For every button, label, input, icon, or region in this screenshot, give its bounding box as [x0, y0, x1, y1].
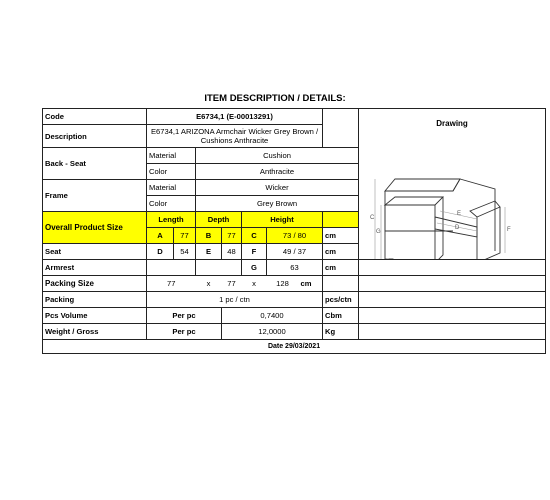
drawing-continuation: [359, 260, 546, 276]
armrest-label: Armrest: [43, 260, 147, 276]
pcs-volume-right: [359, 308, 546, 324]
description-label: Description: [43, 125, 147, 148]
packing-value: 1 pc / ctn: [147, 292, 323, 308]
seat-unit: cm: [323, 244, 359, 260]
pcs-volume-unit: Cbm: [323, 308, 359, 324]
row-weight: [43, 324, 546, 340]
row-packing: [43, 292, 546, 308]
packing-size-label: Packing Size: [43, 276, 147, 292]
value-c: 73 / 80: [267, 228, 323, 244]
label-e: E: [457, 211, 462, 217]
label-f: F: [507, 227, 511, 233]
packing-size-v2: 77: [222, 276, 242, 292]
packing-size-x2: x: [242, 276, 267, 292]
row-packing-size: [43, 276, 546, 292]
chair-right-arm-front: [477, 207, 500, 260]
value-d: 54: [174, 244, 196, 260]
label-g: G: [376, 229, 381, 235]
drawing-header: Drawing: [436, 119, 468, 128]
code-label: Code: [43, 109, 147, 125]
row-pcs-volume: [43, 308, 546, 324]
frame-label: Frame: [43, 180, 147, 212]
value-b: 77: [222, 228, 242, 244]
weight-unit: Kg: [323, 324, 359, 340]
packing-size-right: [359, 276, 546, 292]
row-armrest: [43, 260, 546, 276]
value-g: 63: [267, 260, 323, 276]
packing-size-x1: x: [196, 276, 222, 292]
seat-label: Seat: [43, 244, 147, 260]
back-seat-material-label: Material: [147, 148, 196, 164]
value-a: 77: [174, 228, 196, 244]
letter-a: A: [147, 228, 174, 244]
letter-g: G: [242, 260, 267, 276]
letter-c: C: [242, 228, 267, 244]
packing-size-v3: 128: [267, 276, 299, 292]
packing-size-v1: 77: [147, 276, 196, 292]
value-e: 48: [222, 244, 242, 260]
letter-e: E: [196, 244, 222, 260]
spec-table: [42, 108, 546, 354]
pcs-volume-per: Per pc: [147, 308, 222, 324]
overall-unit: cm: [323, 228, 359, 244]
row-date: [43, 340, 546, 354]
packing-unit: pcs/ctn: [323, 292, 359, 308]
description-empty-cell: [323, 109, 359, 148]
weight-label: Weight / Gross: [43, 324, 147, 340]
back-seat-label: Back - Seat: [43, 148, 147, 180]
weight-value: 12,0000: [222, 324, 323, 340]
packing-size-spacer: [323, 276, 359, 292]
chair-leg-1: [389, 259, 393, 260]
drawing-cell: [359, 109, 546, 281]
overall-unit-spacer: [323, 212, 359, 228]
date-footer: Date 29/03/2021: [43, 340, 546, 354]
frame-color-label: Color: [147, 196, 196, 212]
chair-left-arm-front: [385, 205, 435, 260]
letter-b: B: [196, 228, 222, 244]
armrest-unit: cm: [323, 260, 359, 276]
weight-right: [359, 324, 546, 340]
description-value: E6734,1 ARIZONA Armchair Wicker Grey Brown / Cushions Anthracite: [147, 125, 323, 148]
chair-left-arm-top: [385, 197, 443, 205]
page-title: ITEM DESCRIPTION / DETAILS:: [204, 93, 346, 104]
packing-size-unit: cm: [299, 276, 323, 292]
chair-back-top: [385, 179, 460, 191]
value-f: 49 / 37: [267, 244, 323, 260]
height-header: Height: [242, 212, 323, 228]
pcs-volume-label: Pcs Volume: [43, 308, 147, 324]
back-seat-color-label: Color: [147, 164, 196, 180]
row-code: [43, 109, 546, 125]
frame-material-value: Wicker: [196, 180, 359, 196]
armchair-drawing: E D C G F B A: [365, 171, 515, 260]
packing-right: [359, 292, 546, 308]
back-seat-color-value: Anthracite: [196, 164, 359, 180]
overall-size-label: Overall Product Size: [43, 212, 147, 244]
packing-label: Packing: [43, 292, 147, 308]
back-seat-material-value: Cushion: [196, 148, 359, 164]
label-c: C: [370, 215, 375, 221]
letter-d: D: [147, 244, 174, 260]
length-header: Length: [147, 212, 196, 228]
chair-right-arm-top: [470, 201, 500, 217]
frame-material-label: Material: [147, 180, 196, 196]
letter-f: F: [242, 244, 267, 260]
armrest-empty-1: [147, 260, 196, 276]
depth-header: Depth: [196, 212, 242, 228]
frame-color-value: Grey Brown: [196, 196, 359, 212]
weight-per: Per pc: [147, 324, 222, 340]
chair-left-arm-side: [435, 197, 443, 260]
armrest-empty-2: [196, 260, 242, 276]
code-value: E6734,1 (E-00013291): [147, 109, 323, 125]
label-d: D: [455, 225, 460, 231]
pcs-volume-value: 0,7400: [222, 308, 323, 324]
